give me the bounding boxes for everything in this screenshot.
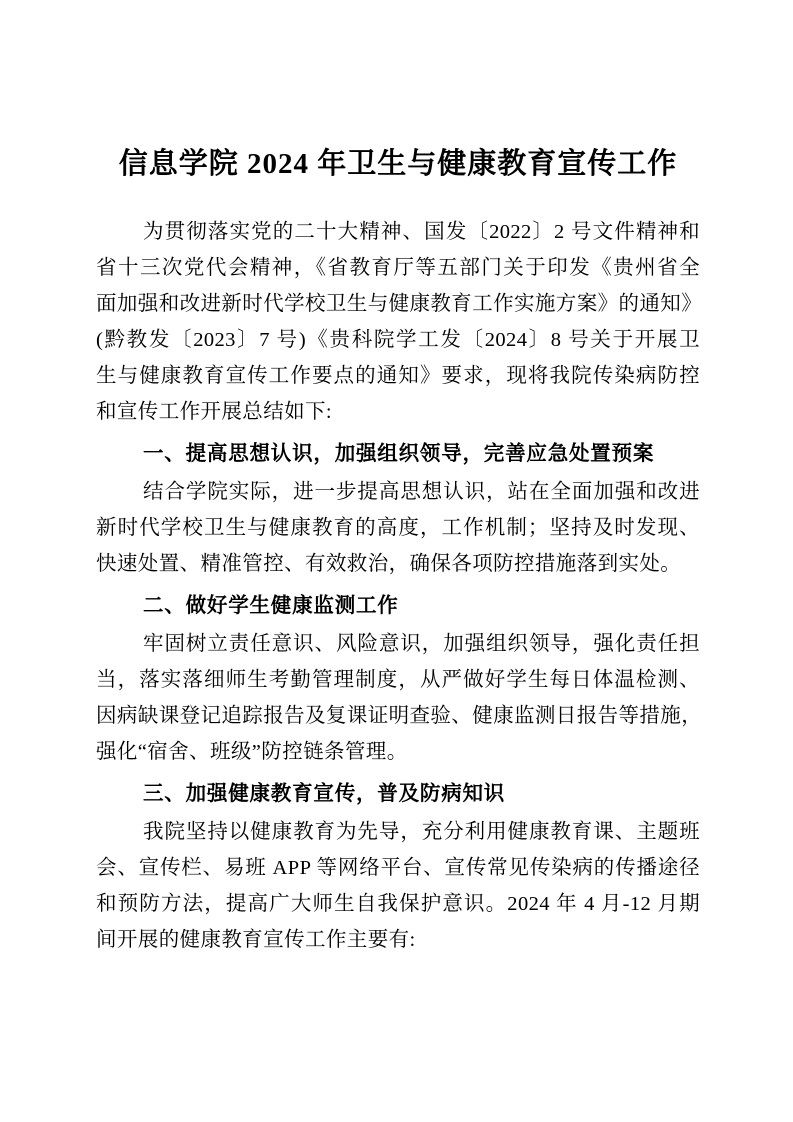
paragraph-line: 省十三次党代会精神，《省教育厅等五部门关于印发《贵州省全 [96, 257, 700, 279]
paragraph-line: 间开展的健康教育宣传工作主要有: [96, 929, 416, 951]
paragraph-line: 和宣传工作开展总结如下: [96, 401, 332, 423]
paragraph-line: 当，落实落细师生考勤管理制度，从严做好学生每日体温检测、 [96, 669, 700, 691]
paragraph-line: 结合学院实际，进一步提高思想认识，站在全面加强和改进 [143, 481, 700, 503]
paragraph-line: 因病缺课登记追踪报告及复课证明查验、健康监测日报告等措施， [96, 705, 703, 727]
document-body [96, 142, 703, 958]
paragraph-line: 快速处置、精准管控、有效救治，确保各项防控措施落到实处。 [96, 553, 682, 575]
paragraph-line: 生与健康教育宣传工作要点的通知》要求，现将我院传染病防控 [96, 365, 700, 387]
paragraph-line: 牢固树立责任意识、风险意识，加强组织领导，强化责任担 [143, 633, 700, 655]
paragraph-line: 和预防方法，提高广大师生自我保护意识。2024 年 4 月-12 月期 [96, 893, 700, 915]
paragraph-line: 新时代学校卫生与健康教育的高度，工作机制；坚持及时发现、 [96, 517, 700, 539]
paragraph-line: 面加强和改进新时代学校卫生与健康教育工作实施方案》的通知》 [96, 293, 703, 315]
section-heading-3: 三、加强健康教育宣传，普及防病知识 [143, 782, 506, 805]
paragraph-line: 为贯彻落实党的二十大精神、国发〔2022〕2 号文件精神和 [143, 221, 700, 243]
paragraph-line: 会、宣传栏、易班 APP 等网络平台、宣传常见传染病的传播途径 [96, 857, 700, 879]
section-heading-1: 一、提高思想认识，加强组织领导，完善应急处置预案 [143, 442, 655, 465]
section-heading-2: 二、做好学生健康监测工作 [143, 594, 399, 617]
document-title: 信息学院 2024 年卫生与健康教育宣传工作 [118, 148, 678, 180]
paragraph-line: (黔教发〔2023〕7 号)《贵科院学工发〔2024〕8 号关于开展卫 [96, 329, 700, 351]
paragraph-line: 我院坚持以健康教育为先导，充分利用健康教育课、主题班 [143, 821, 700, 843]
paragraph-line: 强化“宿舍、班级”防控链条管理。 [96, 741, 408, 763]
